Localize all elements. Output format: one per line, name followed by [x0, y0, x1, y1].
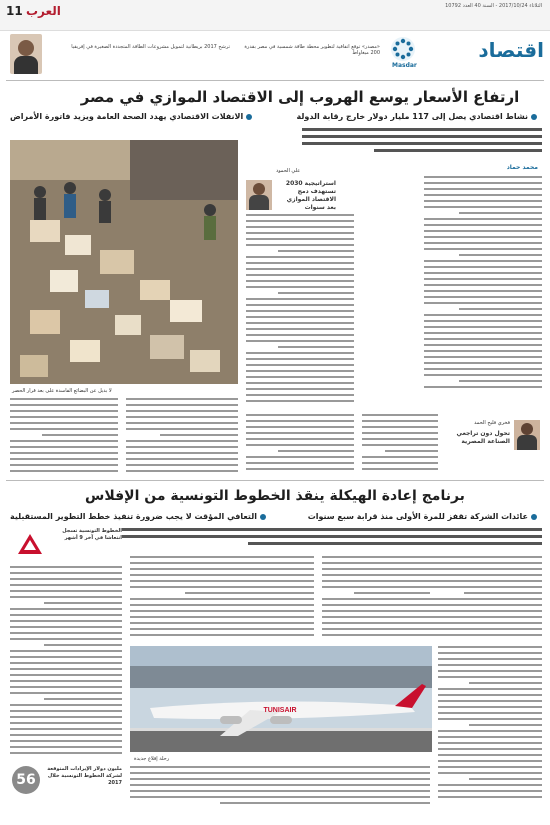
header-divider [6, 80, 544, 81]
bullet-icon [531, 514, 537, 520]
sidebar-title: الخطوط التونسية تسجل انتعاشا في آخر 9 أشهر [62, 528, 122, 541]
issue-line: الثلاثاء 2017/10/24 - السنة 40 العدد 10792 [445, 3, 542, 9]
svg-text:TUNISAIR: TUNISAIR [263, 707, 297, 714]
bullet-icon [531, 114, 537, 120]
lead-subhead-1-text: نشاط اقتصادي يصل إلى 117 مليار دولار خارج رقابة الدولة [296, 112, 528, 121]
lead-body-col-1 [424, 176, 542, 408]
second-subhead-2 [10, 512, 269, 521]
section-title: اقتصاد [478, 38, 544, 62]
article-divider [6, 480, 544, 481]
bullet-icon [246, 114, 252, 120]
lead-author-name: علي الحمود [276, 168, 301, 174]
lead-body-col-5 [246, 414, 354, 476]
second-body-col-1 [430, 556, 542, 642]
lead-body-col-4 [126, 398, 238, 476]
promo-text-2: ترشح 2017 بريطانية لتمويل مشروعات الطاقة المتجددة الصغيرة في إفريقيا [71, 44, 230, 50]
second-subhead-1-text: عائدات الشركة تقفز للمرة الأولى منذ قرابة سبع سنوات [307, 512, 528, 521]
second-sidebar-text [10, 566, 122, 758]
second-subhead-2-text: التعافي المؤقت لا يجب ضرورة تنفيذ خطط التطوير المستقبلية [10, 512, 257, 521]
lead-photo [10, 140, 238, 384]
lead-body-col-3 [10, 398, 118, 476]
lead-subhead-2-text: الانفلات الاقتصادي يهدد الصحة العامة ويزيد فاتورة الأمراض [10, 112, 244, 121]
lead-photo-caption: لا بديل عن البضائع الفاسدة على بعد قرار الحصر [12, 388, 112, 394]
bullet-icon [260, 514, 266, 520]
page-number: 11 [6, 4, 23, 18]
tunisair-logo-box [10, 528, 122, 560]
columnist-photo [10, 34, 42, 74]
second-author-name: فخري فليح الحمد [474, 420, 510, 426]
masdar-logo-label: Masdar [392, 62, 417, 69]
second-body-col-2 [322, 556, 430, 642]
page-header-bar [0, 0, 550, 31]
lead-intro [302, 128, 542, 162]
lead-pullquote: استراتيجية 2030 تستهدف دمج الاقتصاد الموازي بعد سنوات [285, 180, 336, 211]
lead-subhead-1 [297, 112, 540, 121]
second-body-col-3 [130, 556, 314, 642]
airplane-photo-caption: رحلة إقلاع جديدة [134, 756, 170, 762]
second-intro [122, 528, 542, 552]
stat-number: 56 [12, 766, 40, 794]
lead-body-col-2 [246, 214, 354, 410]
second-body-col-5 [130, 766, 430, 816]
lead-body-col-6 [362, 414, 438, 476]
second-body-col-4 [438, 646, 542, 806]
second-author-photo [514, 420, 540, 450]
airplane-photo [130, 646, 432, 752]
second-pullquote: تحول دون تراجعي الصناعة المصرية [456, 430, 510, 445]
second-headline: برنامج إعادة الهيكلة ينقذ الخطوط التونسية من الإفلاس [85, 488, 465, 504]
second-subhead-1 [308, 512, 540, 521]
paper-logo: العرب [26, 4, 61, 18]
promo-text-1: «مصدر» توقع اتفاقية لتطوير محطة طاقة شمسية في مصر بقدرة 200 ميغاواط [244, 44, 380, 56]
lead-headline: ارتفاع الأسعار يوسع الهروب إلى الاقتصاد الموازي في مصر [80, 88, 520, 106]
lead-subhead-2 [10, 112, 255, 121]
stat-caption: مليون دولار الإيرادات المتوقعة لشركة الخطوط التونسية خلال 2017 [47, 766, 122, 786]
lead-author-photo [246, 180, 272, 210]
masdar-logo-icon [390, 36, 416, 62]
lead-byline: محمد حماد [506, 164, 538, 171]
